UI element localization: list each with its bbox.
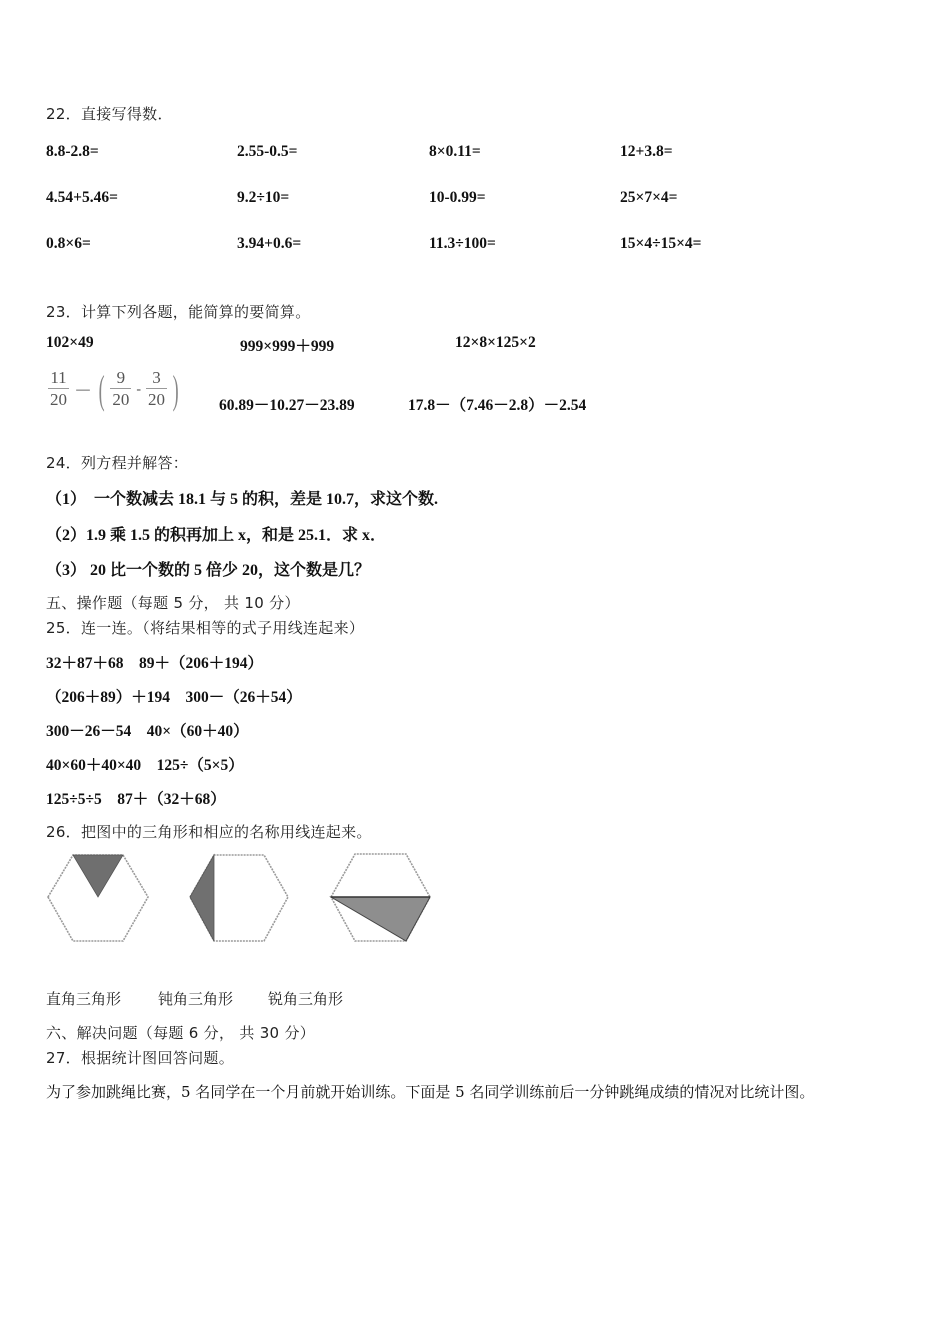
- left-paren: (: [98, 366, 105, 412]
- denominator: 20: [148, 390, 165, 409]
- q23-title: 23．计算下列各题，能简算的要简算。: [46, 303, 311, 321]
- fraction: [48, 368, 69, 411]
- q23-expr: 999×999＋999: [240, 338, 335, 355]
- q22-expr: 9.2÷10=: [237, 189, 290, 206]
- hexagon-right-triangle-figure: [320, 845, 440, 950]
- numerator: 11: [50, 368, 67, 387]
- hexagon-obtuse-triangle-figure: [180, 845, 300, 950]
- q26-title: 26．把图中的三角形和相应的名称用线连起来。: [46, 823, 372, 841]
- q24-item: （1） 一个数减去 18.1 与 5 的积，差是 10.7，求这个数.: [46, 491, 439, 508]
- denominator: 20: [112, 390, 130, 409]
- q25-title: 25．连一连。（将结果相等的式子用线连起来）: [46, 619, 365, 637]
- q22-expr: 2.55-0.5=: [237, 143, 298, 160]
- right-paren: ): [172, 366, 179, 412]
- q25-row: 40×60＋40×40 125÷（5×5）: [46, 757, 244, 774]
- hexagon-acute-triangle-figure: [40, 845, 160, 950]
- q24-title: 24．列方程并解答：: [46, 454, 189, 472]
- q24-item: （2）1.9 乘 1.5 的积再加上 x，和是 25.1．求 x．: [46, 527, 387, 544]
- q22-expr: 0.8×6=: [46, 235, 91, 252]
- q23-expr: 12×8×125×2: [455, 334, 536, 351]
- fraction-expression: [46, 368, 182, 411]
- q25-row: 300－26－54 40×（60＋40）: [46, 723, 249, 740]
- q22-expr: 15×4÷15×4=: [620, 235, 702, 252]
- q22-expr: 3.94+0.6=: [237, 235, 302, 252]
- q22-expr: 10-0.99=: [429, 189, 486, 206]
- q25-row: （206＋89）＋194 300－（26＋54）: [46, 689, 302, 706]
- q27-title: 27．根据统计图回答问题。: [46, 1049, 234, 1067]
- numerator: 3: [152, 368, 161, 387]
- triangle-label: 锐角三角形: [268, 990, 344, 1008]
- q25-row: 32＋87＋68 89＋（206＋194）: [46, 655, 264, 672]
- fraction: [110, 368, 131, 411]
- denominator: 20: [50, 390, 67, 409]
- q23-expr: 102×49: [46, 334, 94, 351]
- q22-expr: 25×7×4=: [620, 189, 678, 206]
- q22-expr: 8.8-2.8=: [46, 143, 99, 160]
- q22-expr: 4.54+5.46=: [46, 189, 118, 206]
- q22-title: 22．直接写得数．: [46, 105, 173, 123]
- q23-expr: 17.8－（7.46－2.8）－2.54: [408, 397, 587, 414]
- q25-row: 125÷5÷5 87＋（32＋68）: [46, 791, 226, 808]
- minus-sign: －: [74, 380, 92, 401]
- triangle-label: 钝角三角形: [158, 990, 234, 1008]
- q23-expr: 60.89－10.27－23.89: [219, 397, 355, 414]
- triangle-label: 直角三角形: [46, 990, 122, 1008]
- numerator: 9: [116, 368, 126, 387]
- fraction: [146, 368, 167, 411]
- q22-expr: 12+3.8=: [620, 143, 673, 160]
- section-6-title: 六、解决问题（每题 6 分， 共 30 分）: [46, 1024, 316, 1042]
- minus-sign: -: [136, 381, 141, 397]
- q27-description: 为了参加跳绳比赛，5 名同学在一个月前就开始训练。下面是 5 名同学训练前后一分钟跳绳成绩的情况对比统计图。: [46, 1083, 815, 1101]
- q22-expr: 11.3÷100=: [429, 235, 496, 252]
- q22-expr: 8×0.11=: [429, 143, 481, 160]
- section-5-title: 五、操作题（每题 5 分， 共 10 分）: [46, 594, 300, 612]
- q24-item: （3） 20 比一个数的 5 倍少 20，这个数是几？: [46, 562, 371, 579]
